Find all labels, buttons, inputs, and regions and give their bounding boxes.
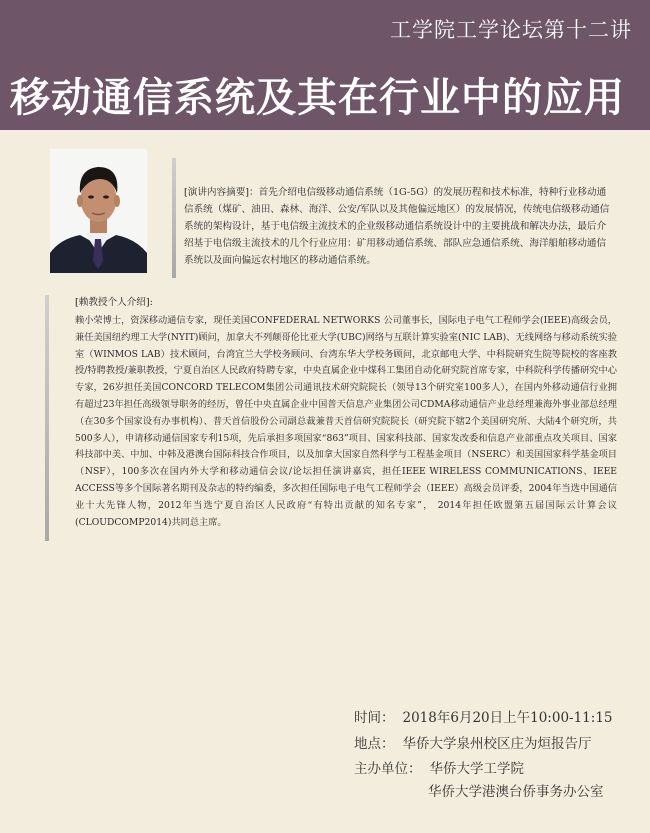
event-place [354, 732, 592, 752]
time-value: 2018年6月20日上午10:00-11:15 [402, 710, 613, 726]
event-host-secondary [428, 780, 604, 800]
bio-heading: [赖教授个人介绍]: [75, 297, 153, 308]
speaker-photo [50, 149, 147, 273]
time-label: 时间： [354, 710, 395, 726]
speaker-bio [45, 295, 617, 541]
header-banner [0, 0, 650, 130]
host-value-secondary: 华侨大学港澳台侨事务办公室 [428, 784, 604, 800]
page-title: 移动通信系统及其在行业中的应用 [10, 74, 625, 121]
host-label: 主办单位： [354, 761, 422, 777]
event-host [354, 757, 524, 777]
place-label: 地点： [354, 736, 395, 752]
lecture-series-title: 工学院工学论坛第十二讲 [390, 18, 632, 42]
speaker-portrait-image [50, 149, 147, 273]
bio-text: 赖小荣博士，资深移动通信专家，现任美国CONFEDERAL NETWORKS 公司董事长，国际电子电气工程师学会(IEEE)高级会员，兼任美国纽约理工大学(NYIT)顾问，加拿大不列颠哥伦比亚大学(UBC)网络与互联计算实验室(NIC LAB)、无线网络与移动系统实验室（WINMOS LAB）技术顾问，台湾宜兰大学校务顾问、台湾东华大学校务顾问，北京邮电大学、中科院研究生院等院校的客座教授/特聘教授/兼职教授，宁夏自治区人民政府特聘专家，中央直属企业中煤科工集团自动化研究院首席专家，中科院科学传播研究中心专家，26岁担任美国CONCORD TELECOM集团公司通讯技术研究院院长（领导13个研究室100多人），在国内外移动通信行业拥有超过23年担任高级领导职务的经历，曾任中央直属企业中国普天信息产业集团公司CDMA移动通信产业总经理兼海外事业部总经理（在30多个国家设有办事机构）、普天首信股份公司副总裁兼普天首信研究院院长（研究院下辖2个美国研究所、大陆4个研究所，共500多人），申请移动通信国家专利15项，先后承担多项国家“863”项目、国家科技部、国家发改委和信息产业部重点攻关项目、国家科技部中美、中加、中韩及港澳台国际科技合作项目，以及加拿大国家自然科学与工程基金项目（NSERC）和美国国家科学基金项目（NSF），100多次在国内外大学和移动通信会议/论坛担任演讲嘉宾，担任IEEE WIRELESS COMMUNICATIONS、IEEE ACCESS等多个国际著名期刊及杂志的特约编委，多次担任国际电子电气工程师学会（IEEE）高级会员评委，2004年当选中国通信业十大先锋人物，2012年当选宁夏自治区人民政府“有特出贡献的知名专家”， 2014年担任欧盟第五届国际云计算会议(CLOUDCOMP2014)共同总主席。 [75, 315, 617, 528]
abstract-divider [172, 158, 176, 278]
abstract-text: [演讲内容摘要]：首先介绍电信级移动通信系统（1G-5G）的发展历程和技术标准，特种行业移动通信系统（煤矿、油田、森林、海洋、公安/军队以及其他偏远地区）的发展情况，传统电信级移动通信系统的架构设计，基于电信级主流技术的企业级移动通信系统设计中的主要挑战和解决办法，最后介绍基于电信级主流技术的几个行业应用：矿用移动通信系统、部队应急通信系统、海洋船舶移动通信系统以及面向偏远农村地区的移动通信系统。 [184, 187, 610, 266]
host-value-primary: 华侨大学工学院 [429, 761, 524, 777]
event-time [354, 706, 613, 726]
talk-abstract [172, 158, 612, 278]
place-value: 华侨大学泉州校区庄为烜报告厅 [402, 736, 592, 752]
bio-divider [45, 295, 49, 541]
